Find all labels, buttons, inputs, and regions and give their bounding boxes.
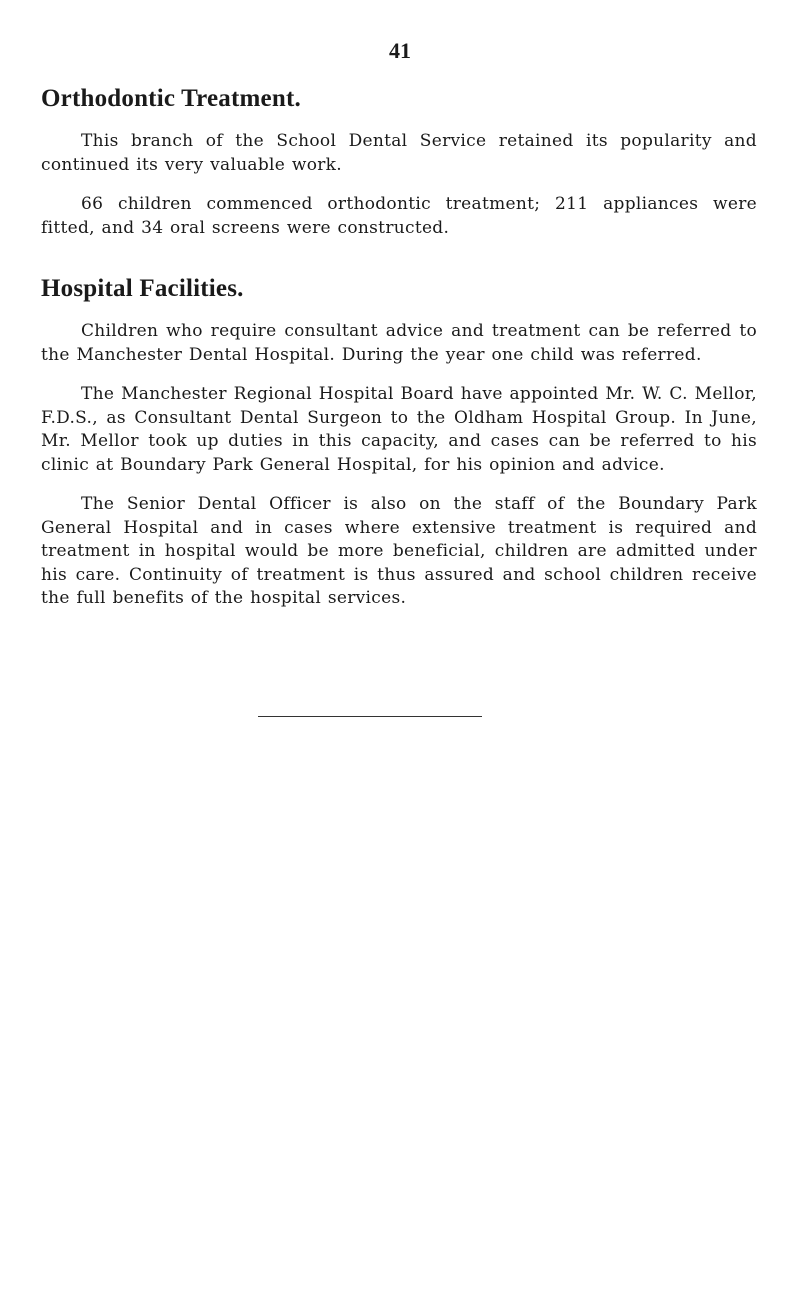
hospital-paragraph-2: The Manchester Regional Hospital Board have appointed Mr. W. C. Mellor, F.D.S., as Consultant Dental Surgeon to the Oldham Hospital Group. In June, Mr. Mellor took up duties in this capacity, and cases can be referred to his clinic at Boundary Park General Hospital, for his opinion and advice. <box>41 384 757 475</box>
hospital-section <box>41 274 757 611</box>
orthodontic-paragraph-2: 66 children commenced orthodontic treatment; 211 appliances were fitted, and 34 oral screens were constructed. <box>41 194 757 238</box>
orthodontic-section <box>41 84 757 240</box>
hospital-heading: Hospital Facilities. <box>41 275 244 302</box>
hospital-paragraph-1: Children who require consultant advice and treatment can be referred to the Manchester Dental Hospital. During the year one child was referred. <box>41 321 757 365</box>
page-number: 41 <box>389 38 411 63</box>
orthodontic-paragraph-1: This branch of the School Dental Service retained its popularity and continued its very valuable work. <box>41 131 757 175</box>
section-divider <box>258 716 482 717</box>
orthodontic-heading: Orthodontic Treatment. <box>41 85 301 112</box>
hospital-paragraph-3: The Senior Dental Officer is also on the staff of the Boundary Park General Hospital and in cases where extensive treatment is required and treatment in hospital would be more beneficial, children are admitted under his care. Continuity of treatment is thus assured and school children receive the full benefits of the hospital services. <box>41 494 757 608</box>
